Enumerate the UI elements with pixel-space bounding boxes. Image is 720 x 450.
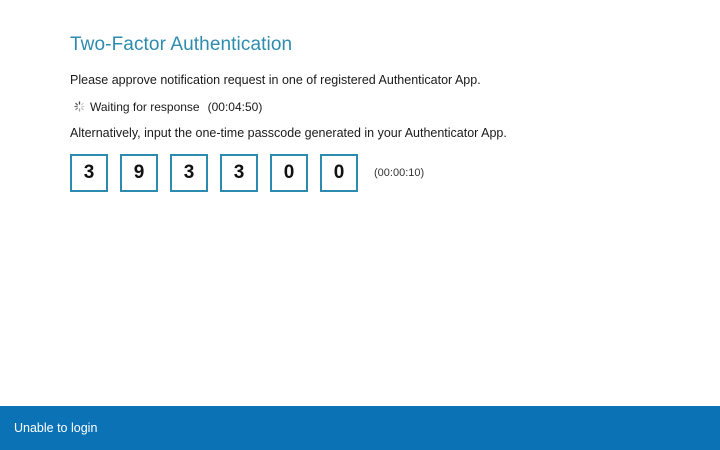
footer-bar [0,406,720,450]
spinner-icon [74,101,85,112]
waiting-timer: (00:04:50) [207,99,263,114]
otp-digit-6[interactable] [320,154,358,192]
page-title: Two-Factor Authentication [70,34,293,55]
otp-timer: (00:00:10) [374,166,425,179]
unable-to-login-link[interactable]: Unable to login [14,421,98,435]
otp-digit-4[interactable] [220,154,258,192]
otp-digit-3[interactable] [170,154,208,192]
alternative-instruction-text: Alternatively, input the one-time passcode generated in your Authenticator App. [70,125,507,140]
approve-instruction-text: Please approve notification request in one of registered Authenticator App. [70,73,481,87]
otp-digit-1[interactable] [70,154,108,192]
otp-input-group [70,154,700,192]
waiting-label: Waiting for response [90,99,200,114]
auth-content [70,34,700,192]
otp-digit-5[interactable] [270,154,308,192]
otp-digit-2[interactable] [120,154,158,192]
waiting-status [74,100,700,114]
